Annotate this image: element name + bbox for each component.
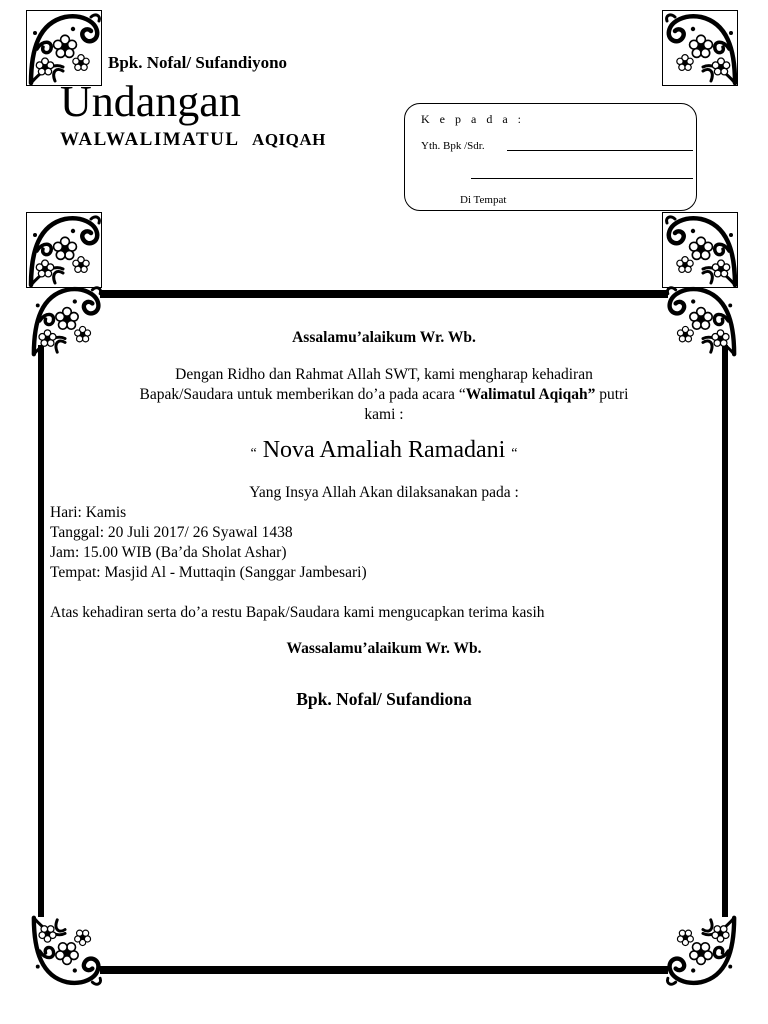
intro-line-2 xyxy=(0,385,768,405)
frame-right-border xyxy=(722,345,728,917)
signature: Bpk. Nofal/ Sufandiona xyxy=(296,689,472,709)
greeting-salam: Assalamu’alaikum Wr. Wb. xyxy=(292,329,476,346)
floral-ornament-icon xyxy=(25,211,105,291)
frame-left-border xyxy=(38,345,44,917)
subtitle-main: WALWALIMATUL xyxy=(60,129,240,150)
detail-time: Jam: 15.00 WIB (Ba’da Sholat Ashar) xyxy=(50,544,287,561)
frame-corner-ornament-icon xyxy=(662,912,740,990)
child-name-line xyxy=(0,437,768,464)
ornament-box-mid-right xyxy=(662,212,738,288)
intro-line-1: Dengan Ridho dan Rahmat Allah SWT, kami mengharap kehadiran xyxy=(175,366,593,383)
detail-day: Hari: Kamis xyxy=(50,504,127,521)
insya-allah-line: Yang Insya Allah Akan dilaksanakan pada : xyxy=(249,484,519,501)
recipient-line-1 xyxy=(507,150,693,151)
open-quote: “ xyxy=(250,446,257,461)
floral-ornament-icon xyxy=(661,211,741,291)
intro-paragraph xyxy=(0,365,768,425)
ornament-box-top-right xyxy=(662,10,738,86)
invitation-subtitle xyxy=(60,129,326,151)
address-box xyxy=(404,103,697,211)
ornament-box-mid-left xyxy=(26,212,102,288)
intro-line-3: kami : xyxy=(364,406,404,423)
kepada-label: K e p a d a : xyxy=(421,112,525,126)
sender-name: Bpk. Nofal/ Sufandiyono xyxy=(108,53,288,72)
detail-place: Tempat: Masjid Al - Muttaqin (Sanggar Jambesari) xyxy=(50,564,367,581)
frame-corner-ornament-icon xyxy=(662,282,740,360)
frame-bottom-border xyxy=(100,966,668,974)
closing-salam: Wassalamu’alaikum Wr. Wb. xyxy=(286,640,482,657)
frame-top-border xyxy=(100,290,668,298)
detail-date: Tanggal: 20 Juli 2017/ 26 Syawal 1438 xyxy=(50,524,293,541)
recipient-line-2 xyxy=(471,178,693,179)
subtitle-second: AQIQAH xyxy=(252,130,326,149)
di-tempat-label: Di Tempat xyxy=(460,194,507,206)
close-quote: “ xyxy=(511,446,518,461)
invitation-title: Undangan xyxy=(60,77,241,126)
floral-ornament-icon xyxy=(661,9,741,89)
thanks-line: Atas kehadiran serta do’a restu Bapak/Saudara kami mengucapkan terima kasih xyxy=(50,604,545,621)
intro-line-2-pre: Bapak/Saudara untuk memberikan do’a pada acara “ xyxy=(139,386,466,403)
child-name: Nova Amaliah Ramadani xyxy=(262,437,506,463)
intro-line-2-post: putri xyxy=(595,386,629,403)
frame-corner-ornament-icon xyxy=(28,282,106,360)
event-name: Walimatul Aqiqah” xyxy=(465,386,596,403)
yth-label: Yth. Bpk /Sdr. xyxy=(421,140,485,152)
ornament-box-top-left xyxy=(26,10,102,86)
frame-corner-ornament-icon xyxy=(28,912,106,990)
